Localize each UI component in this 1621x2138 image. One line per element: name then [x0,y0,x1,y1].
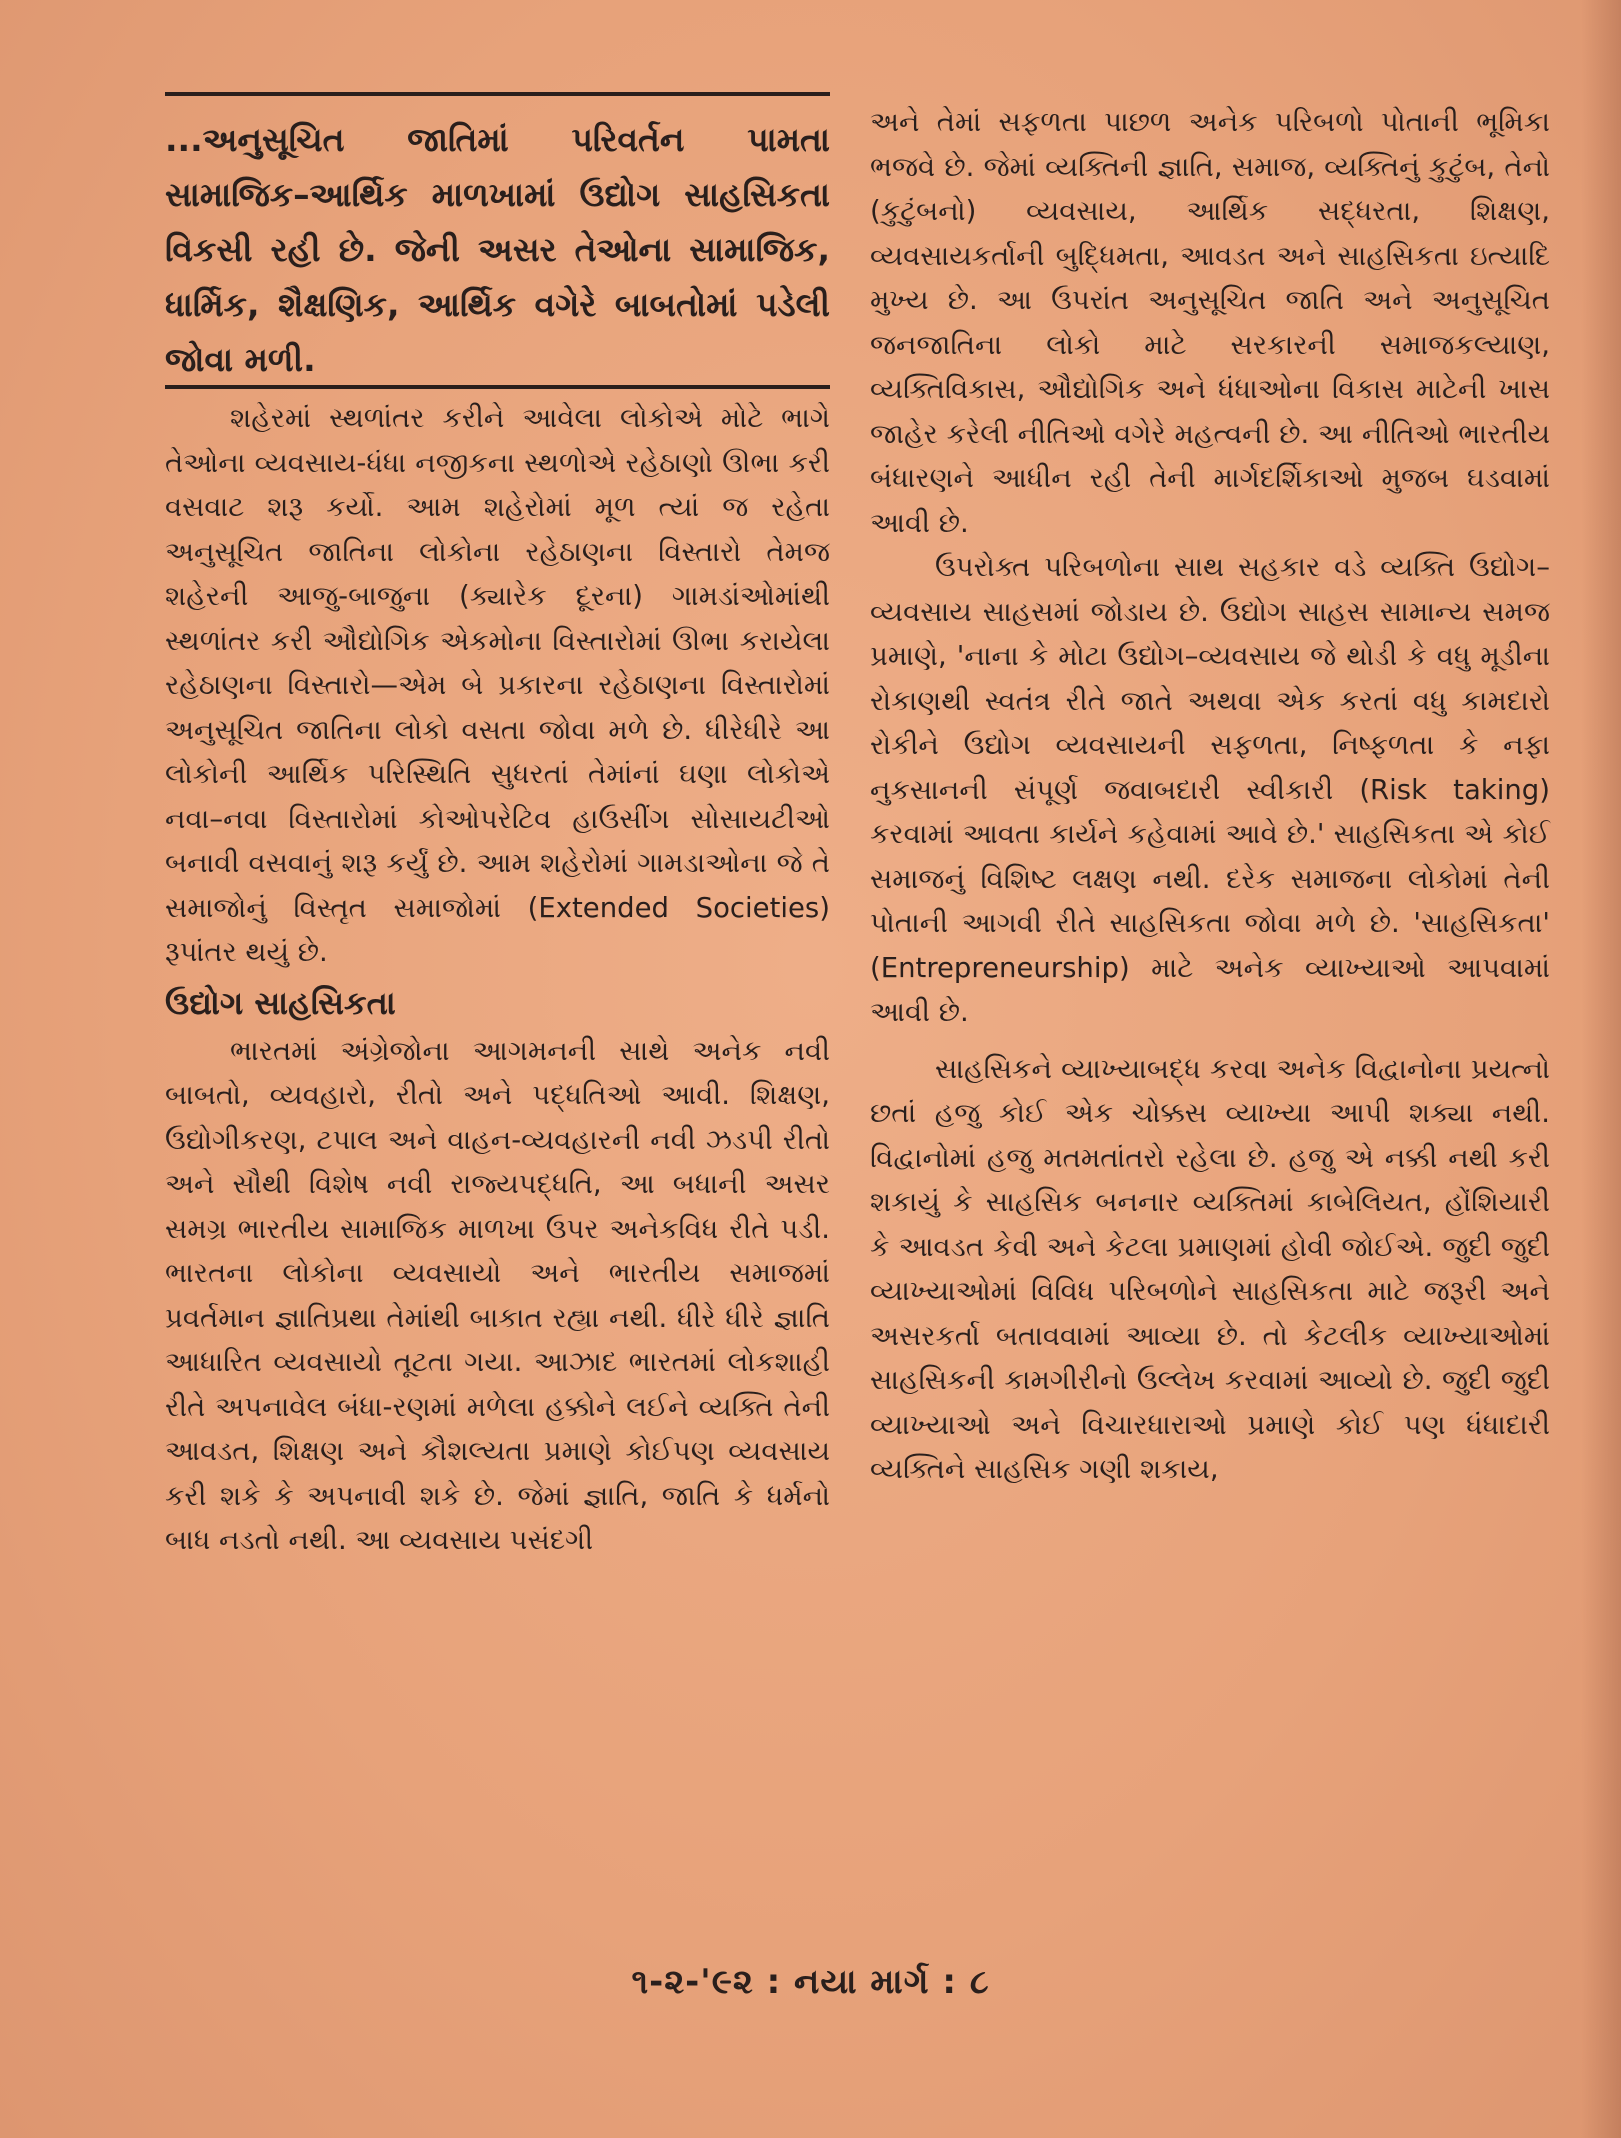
page-footer: ૧-૨-'૯૨ : નયા માર્ગ : ૮ [631,1962,990,2002]
right-paragraph-1: અને તેમાં સફળતા પાછળ અનેક પરિબળો પોતાની ભૂમિકા ભજવે છે. જેમાં વ્યક્તિની જ્ઞાતિ, સમાજ, વ્યક્તિનું કુટુંબ, તેનો (કુટુંબનો) વ્યવસાય, આર્થિક સદ્ધરતા, શિક્ષણ, વ્યવસાયકર્તાની બુદ્ધિમતા, આવડત અને સાહસિકતા ઇત્યાદિ મુખ્ય છે. આ ઉપરાંત અનુસૂચિત જાતિ અને અનુસૂચિત જનજાતિના લોકો માટે સરકારની સમાજકલ્યાણ, વ્યક્તિવિકાસ, ઔદ્યોગિક અને ધંધાઓના વિકાસ માટેની ખાસ જાહેર કરેલી નીતિઓ વગેરે મહત્વની છે. આ નીતિઓ ભારતીય બંધારણને આધીન રહી તેની માર્ગદર્શિકાઓ મુજબ ઘડવામાં આવી છે. [870,106,1550,539]
right-column [870,100,1550,1492]
right-paragraph-2: ઉપરોક્ત પરિબળોના સાથ સહકાર વડે વ્યક્તિ ઉદ્યોગ–વ્યવસાય સાહસમાં જોડાય છે. ઉદ્યોગ સાહસ સામાન્ય સમજ પ્રમાણે, 'નાના કે મોટા ઉદ્યોગ–વ્યવસાય જે થોડી કે વધુ મૂડીના રોકાણથી સ્વતંત્ર રીતે જાતે અથવા એક કરતાં વધુ કામદારો રોકીને ઉદ્યોગ વ્યવસાયની સફળતા, નિષ્ફળતા કે નફા નુકસાનની સંપૂર્ણ જવાબદારી સ્વીકારી (Risk taking) કરવામાં આવતા કાર્યને કહેવામાં આવે છે.' સાહસિકતા એ કોઈ સમાજનું વિશિષ્ટ લક્ષણ નથી. દરેક સમાજના લોકોમાં તેની પોતાની આગવી રીતે સાહસિકતા જોવા મળે છે. 'સાહસિકતા' (Entrepreneurship) માટે અનેક વ્યાખ્યાઓ આપવામાં આવી છે. [870,551,1550,1028]
left-column [165,396,830,1563]
left-paragraph-2: ભારતમાં અંગ્રેજોના આગમનની સાથે અનેક નવી બાબતો, વ્યવહારો, રીતો અને પદ્ધતિઓ આવી. શિક્ષણ, ઉદ્યોગીકરણ, ટપાલ અને વાહન-વ્યવહારની નવી ઝડપી રીતો અને સૌથી વિશેષ નવી રાજ્યપદ્ધતિ, આ બધાની અસર સમગ્ર ભારતીય સામાજિક માળખા ઉપર અનેકવિધ રીતે પડી. ભારતના લોકોના વ્યવસાયો અને ભારતીય સમાજમાં પ્રવર્તમાન જ્ઞાતિપ્રથા તેમાંથી બાકાત રહ્યા નથી. ધીરે ધીરે જ્ઞાતિ આધારિત વ્યવસાયો તૂટતા ગયા. આઝાદ ભારતમાં લોકશાહી રીતે અપનાવેલ બંધા-રણમાં મળેલા હક્કોને લઈને વ્યક્તિ તેની આવડત, શિક્ષણ અને કૌશલ્યતા પ્રમાણે કોઈપણ વ્યવસાય કરી શકે કે અપનાવી શકે છે. જેમાં જ્ઞાતિ, જાતિ કે ધર્મનો બાધ નડતો નથી. આ વ્યવસાય પસંદગી [165,1034,830,1556]
page-edge-shadow [1581,0,1621,2138]
section-heading: ઉદ્યોગ સાહસિકતા [165,983,396,1022]
pull-quote-top-rule [165,92,830,96]
right-paragraph-3: સાહસિકને વ્યાખ્યાબદ્ધ કરવા અનેક વિદ્વાનોના પ્રયત્નો છતાં હજુ કોઈ એક ચોક્કસ વ્યાખ્યા આપી શક્યા નથી. વિદ્વાનોમાં હજુ મતમતાંતરો રહેલા છે. હજુ એ નક્કી નથી કરી શકાયું કે સાહસિક બનનાર વ્યક્તિમાં કાબેલિયત, હોંશિયારી કે આવડત કેવી અને કેટલા પ્રમાણમાં હોવી જોઈએ. જુદી જુદી વ્યાખ્યાઓમાં વિવિધ પરિબળોને સાહસિકતા માટે જરૂરી અને અસરકર્તા બતાવવામાં આવ્યા છે. તો કેટલીક વ્યાખ્યાઓમાં સાહસિકની કામગીરીનો ઉલ્લેખ કરવામાં આવ્યો છે. જુદી જુદી વ્યાખ્યાઓ અને વિચારધારાઓ પ્રમાણે કોઈ પણ ધંધાદારી વ્યક્તિને સાહસિક ગણી શકાય, [870,1052,1550,1485]
pull-quote-bottom-rule [165,385,830,389]
left-paragraph-1: શહેરમાં સ્થળાંતર કરીને આવેલા લોકોએ મોટે ભાગે તેઓના વ્યવસાય-ધંધા નજીકના સ્થળોએ રહેઠાણો ઊભા કરી વસવાટ શરૂ કર્યો. આમ શહેરોમાં મૂળ ત્યાં જ રહેતા અનુસૂચિત જાતિના લોકોના રહેઠાણના વિસ્તારો તેમજ શહેરની આજુ-બાજુના (ક્યારેક દૂરના) ગામડાંઓમાંથી સ્થળાંતર કરી ઔદ્યોગિક એકમોના વિસ્તારોમાં ઊભા કરાયેલા રહેઠાણના વિસ્તારો—એમ બે પ્રકારના રહેઠાણના વિસ્તારોમાં અનુસૂચિત જાતિના લોકો વસતા જોવા મળે છે. ધીરેધીરે આ લોકોની આર્થિક પરિસ્થિતિ સુધરતાં તેમાંનાં ઘણા લોકોએ નવા–નવા વિસ્તારોમાં કોઓપરેટિવ હાઉસીંગ સોસાયટીઓ બનાવી વસવાનું શરૂ કર્યું છે. આમ શહેરોમાં ગામડાઓના જે તે સમાજોનું વિસ્તૃત સમાજોમાં (Extended Societies) રૂપાંતર થયું છે. [165,402,830,968]
pull-quote: ...અનુસૂચિત જાતિમાં પરિવર્તન પામતા સામાજિક–આર્થિક માળખામાં ઉદ્યોગ સાહસિકતા વિકસી રહી છે. જેની અસર તેઓના સામાજિક, ધાર્મિક, શૈક્ષણિક, આર્થિક વગેરે બાબતોમાં પડેલી જોવા મળી. [165,120,830,379]
